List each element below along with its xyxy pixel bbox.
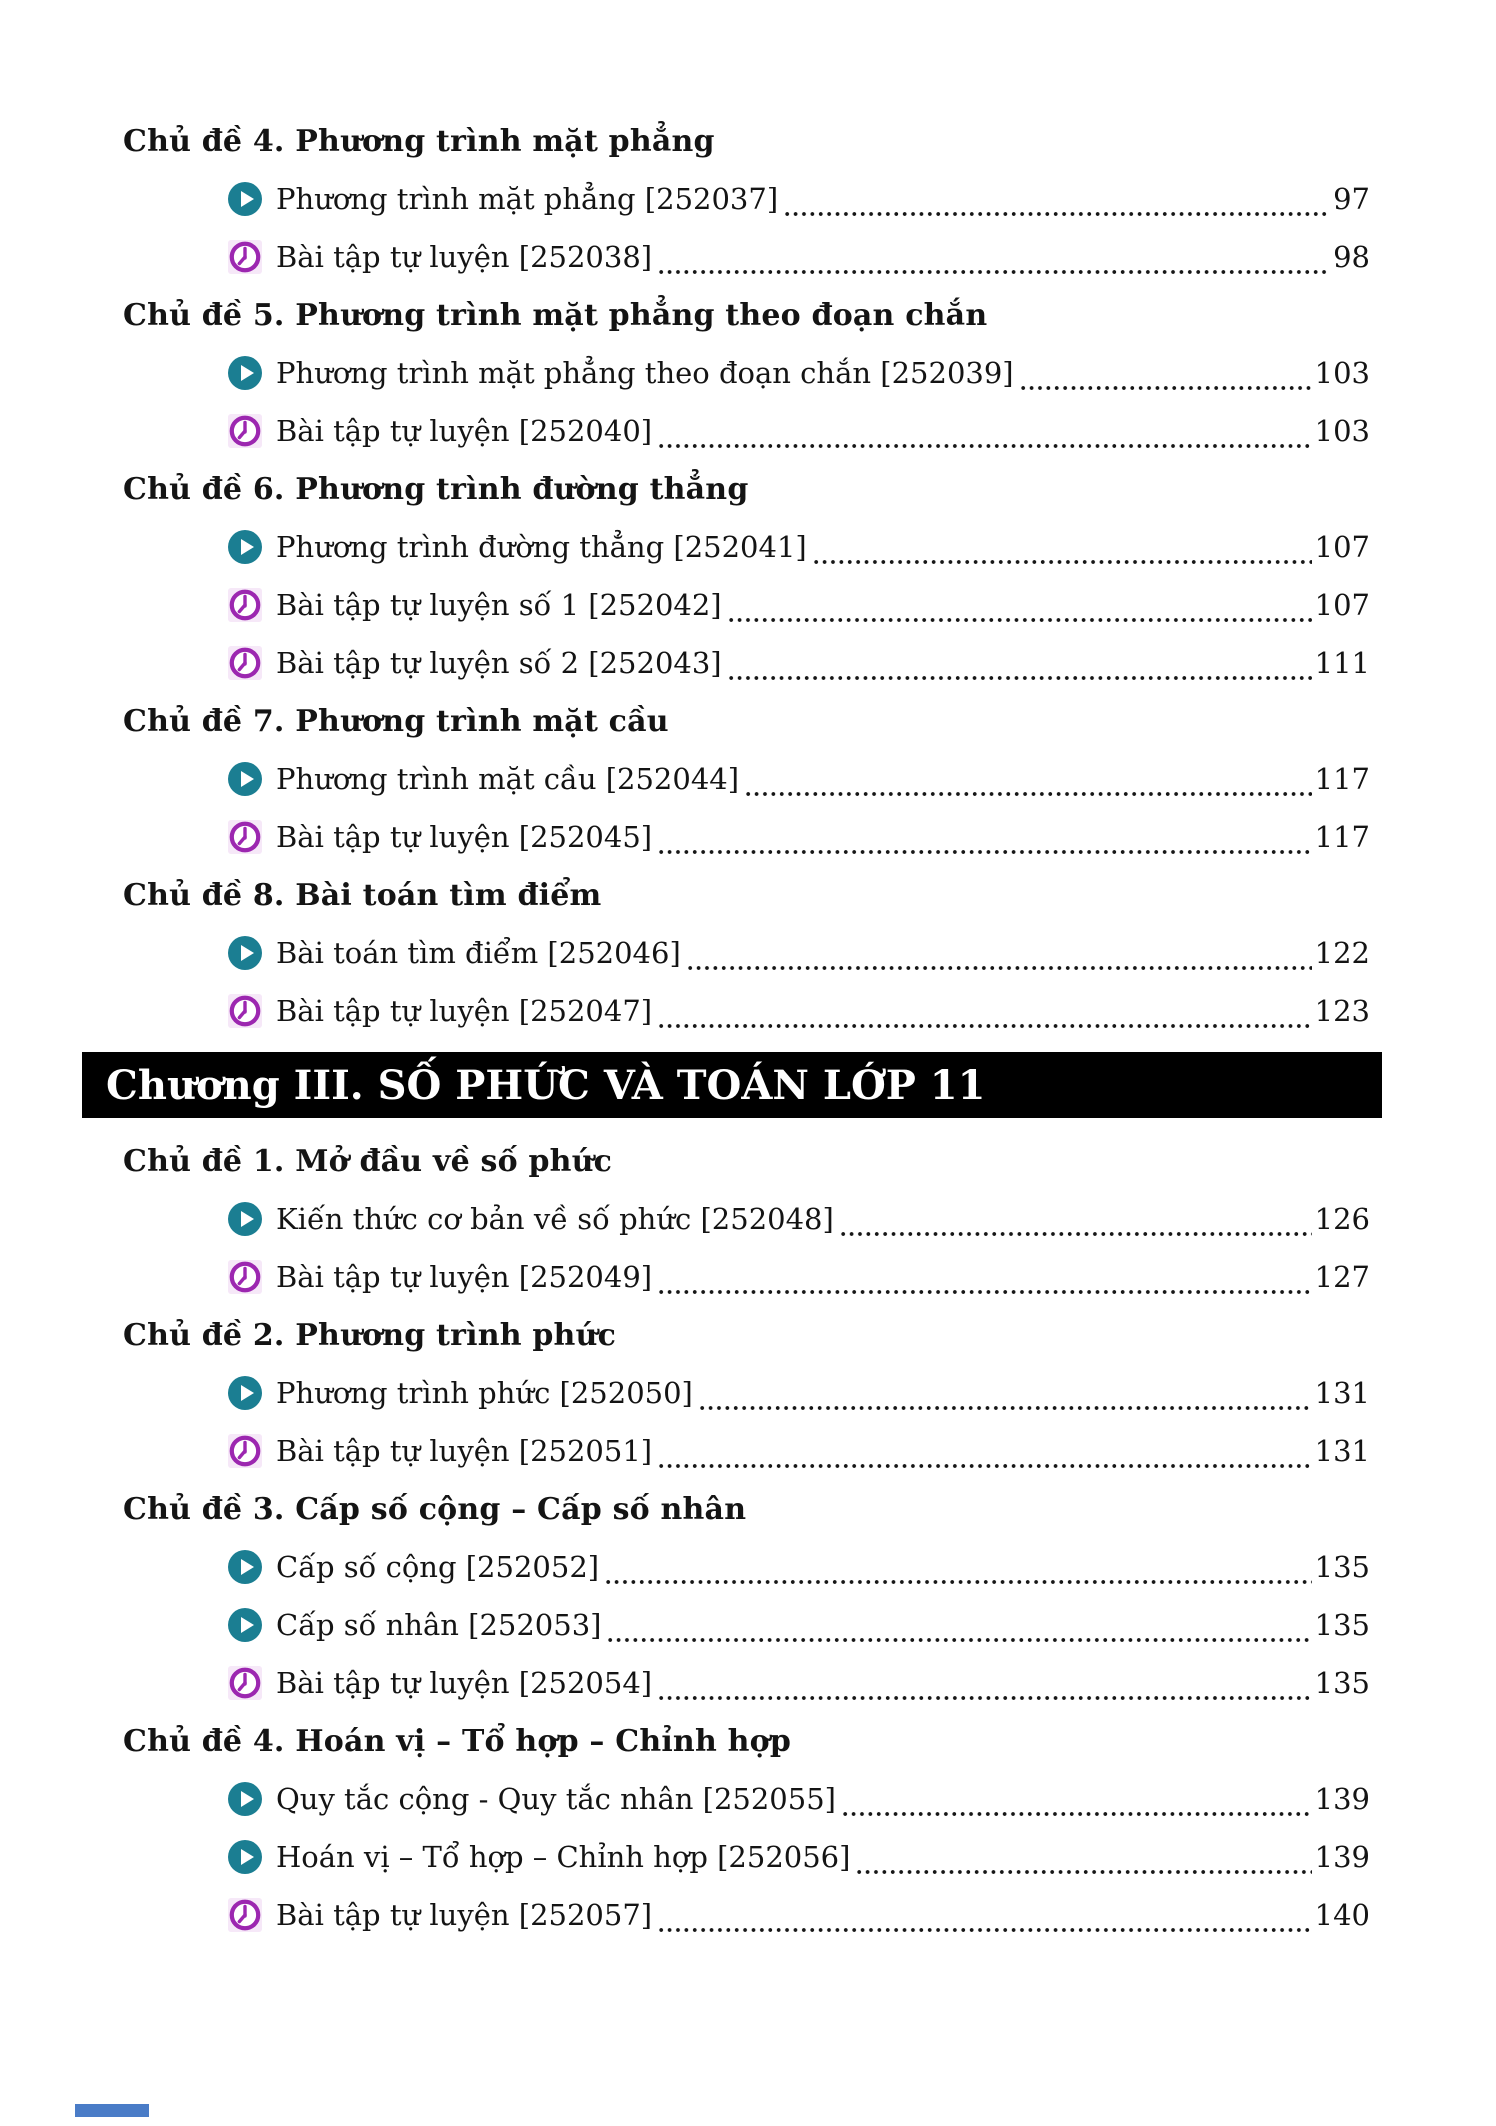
page-number: 135 [1314, 1608, 1370, 1642]
toc-section-heading: Chủ đề 2. Phương trình phức [123, 1317, 617, 1353]
page-number: 122 [1314, 936, 1370, 970]
page-number: 139 [1314, 1782, 1370, 1816]
play-triangle-glyph [241, 365, 254, 381]
play-icon [228, 1608, 262, 1642]
toc-entry[interactable] [228, 1886, 1370, 1944]
play-triangle-glyph [241, 1385, 254, 1401]
clock-icon [228, 1666, 262, 1700]
page-number: 135 [1314, 1550, 1370, 1584]
toc-entry[interactable] [228, 170, 1370, 228]
toc-entry-label: Bài tập tự luyện [252038] [276, 240, 653, 274]
play-icon [228, 530, 262, 564]
toc-section-heading: Chủ đề 8. Bài toán tìm điểm [123, 877, 602, 913]
clock-icon [228, 414, 262, 448]
page-number: 103 [1314, 356, 1370, 390]
toc-section-heading: Chủ đề 1. Mở đầu về số phức [123, 1143, 613, 1179]
play-icon [228, 1376, 262, 1410]
toc-entry[interactable] [228, 924, 1370, 982]
dotted-leader [783, 209, 1327, 219]
dotted-leader [855, 1867, 1311, 1877]
page-number: 139 [1314, 1840, 1370, 1874]
toc-entry-label: Bài tập tự luyện [252054] [276, 1666, 653, 1700]
toc-entry[interactable] [228, 402, 1370, 460]
play-triangle-glyph [241, 1211, 254, 1227]
page-number: 98 [1333, 240, 1370, 274]
toc-entry-label: Cấp số nhân [252053] [276, 1608, 602, 1642]
play-icon [228, 1840, 262, 1874]
toc-entry[interactable] [228, 1654, 1370, 1712]
dotted-leader [744, 789, 1312, 799]
page-number: 123 [1314, 994, 1370, 1028]
page-number: 127 [1314, 1260, 1370, 1294]
dotted-leader [657, 1021, 1312, 1031]
toc-entry-label: Quy tắc cộng - Quy tắc nhân [252055] [276, 1782, 836, 1816]
toc-entry[interactable] [228, 228, 1370, 286]
clock-icon [228, 646, 262, 680]
page-number: 117 [1314, 762, 1370, 796]
toc-entry[interactable] [228, 1190, 1370, 1248]
dotted-leader [657, 1693, 1312, 1703]
toc-entry-label: Bài tập tự luyện [252047] [276, 994, 653, 1028]
toc-entry[interactable] [228, 982, 1370, 1040]
footer-accent-bar [75, 2104, 149, 2117]
clock-icon [228, 1260, 262, 1294]
toc-section-heading: Chủ đề 4. Phương trình mặt phẳng [123, 123, 715, 159]
play-triangle-glyph [241, 539, 254, 555]
play-triangle-glyph [241, 945, 254, 961]
toc-entry[interactable] [228, 1364, 1370, 1422]
clock-icon [228, 240, 262, 274]
dotted-leader [657, 441, 1312, 451]
page-number: 131 [1314, 1434, 1370, 1468]
toc-section-heading: Chủ đề 3. Cấp số cộng – Cấp số nhân [123, 1491, 747, 1527]
toc-entry[interactable] [228, 1828, 1370, 1886]
clock-icon [228, 588, 262, 622]
play-icon [228, 1202, 262, 1236]
dotted-leader [686, 963, 1312, 973]
toc-entry[interactable] [228, 750, 1370, 808]
toc-entry-label: Bài toán tìm điểm [252046] [276, 936, 681, 970]
dotted-leader [606, 1635, 1311, 1645]
play-icon [228, 1550, 262, 1584]
dotted-leader [727, 673, 1312, 683]
page-number: 103 [1314, 414, 1370, 448]
play-triangle-glyph [241, 1559, 254, 1575]
toc-entry[interactable] [228, 1538, 1370, 1596]
play-triangle-glyph [241, 771, 254, 787]
dotted-leader [657, 1461, 1312, 1471]
play-triangle-glyph [241, 1791, 254, 1807]
page-number: 140 [1314, 1898, 1370, 1932]
toc-entry-label: Phương trình mặt phẳng [252037] [276, 182, 779, 216]
dotted-leader [657, 847, 1312, 857]
clock-icon [228, 820, 262, 854]
toc-entry-label: Phương trình mặt phẳng theo đoạn chắn [252039] [276, 356, 1014, 390]
toc-entry-label: Phương trình mặt cầu [252044] [276, 762, 740, 796]
play-triangle-glyph [241, 1617, 254, 1633]
toc-entry[interactable] [228, 1248, 1370, 1306]
toc-entry-label: Hoán vị – Tổ hợp – Chỉnh hợp [252056] [276, 1840, 851, 1874]
play-icon [228, 936, 262, 970]
dotted-leader [812, 557, 1312, 567]
dotted-leader [1019, 383, 1312, 393]
page-number: 97 [1333, 182, 1370, 216]
page-number: 107 [1314, 530, 1370, 564]
toc-entry-label: Bài tập tự luyện số 2 [252043] [276, 646, 722, 680]
page-number: 126 [1314, 1202, 1370, 1236]
dotted-leader [841, 1809, 1312, 1819]
dotted-leader [698, 1403, 1312, 1413]
toc-section-heading: Chủ đề 6. Phương trình đường thẳng [123, 471, 749, 507]
toc-section-heading: Chủ đề 7. Phương trình mặt cầu [123, 703, 669, 739]
dotted-leader [604, 1577, 1312, 1587]
toc-entry[interactable] [228, 1422, 1370, 1480]
clock-icon [228, 994, 262, 1028]
clock-icon [228, 1434, 262, 1468]
dotted-leader [657, 1925, 1312, 1935]
toc-entry[interactable] [228, 808, 1370, 866]
clock-icon [228, 1898, 262, 1932]
page-number: 135 [1314, 1666, 1370, 1700]
toc-entry-label: Phương trình phức [252050] [276, 1376, 693, 1410]
dotted-leader [839, 1229, 1312, 1239]
toc-entry[interactable] [228, 1770, 1370, 1828]
dotted-leader [657, 267, 1327, 277]
toc-entry[interactable] [228, 634, 1370, 692]
toc-entry-label: Bài tập tự luyện [252045] [276, 820, 653, 854]
toc-entry-label: Bài tập tự luyện [252049] [276, 1260, 653, 1294]
toc-entry-label: Phương trình đường thẳng [252041] [276, 530, 807, 564]
toc-entry-label: Bài tập tự luyện [252051] [276, 1434, 653, 1468]
dotted-leader [727, 615, 1312, 625]
toc-section-heading: Chủ đề 5. Phương trình mặt phẳng theo đoạn chắn [123, 297, 988, 333]
toc-entry[interactable] [228, 1596, 1370, 1654]
play-icon [228, 1782, 262, 1816]
toc-entry[interactable] [228, 518, 1370, 576]
play-triangle-glyph [241, 1849, 254, 1865]
play-icon [228, 762, 262, 796]
chapter-banner: Chương III. SỐ PHỨC VÀ TOÁN LỚP 11 [82, 1052, 1382, 1118]
play-icon [228, 356, 262, 390]
toc-entry-label: Cấp số cộng [252052] [276, 1550, 600, 1584]
toc-entry-label: Bài tập tự luyện [252057] [276, 1898, 653, 1932]
page-number: 111 [1314, 646, 1370, 680]
toc-entry[interactable] [228, 344, 1370, 402]
play-triangle-glyph [241, 191, 254, 207]
toc-section-heading: Chủ đề 4. Hoán vị – Tổ hợp – Chỉnh hợp [123, 1723, 791, 1759]
toc-entry[interactable] [228, 576, 1370, 634]
play-icon [228, 182, 262, 216]
toc-entry-label: Bài tập tự luyện số 1 [252042] [276, 588, 722, 622]
page-number: 131 [1314, 1376, 1370, 1410]
toc-entry-label: Kiến thức cơ bản về số phức [252048] [276, 1202, 834, 1236]
dotted-leader [657, 1287, 1312, 1297]
toc-entry-label: Bài tập tự luyện [252040] [276, 414, 653, 448]
page-number: 107 [1314, 588, 1370, 622]
page-number: 117 [1314, 820, 1370, 854]
